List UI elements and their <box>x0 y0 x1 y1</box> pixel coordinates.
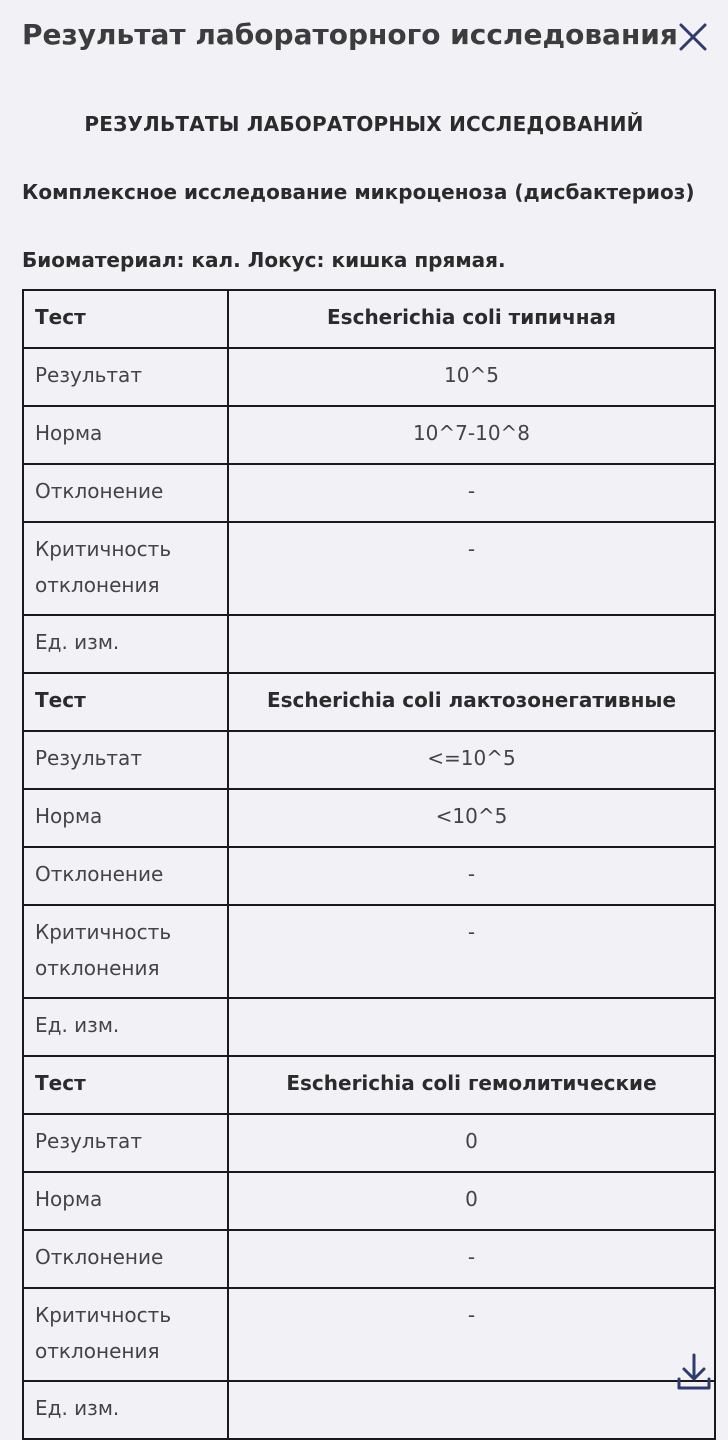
test-label: Тест <box>23 673 228 731</box>
result-label: Результат <box>23 348 228 406</box>
document-heading: РЕЗУЛЬТАТЫ ЛАБОРАТОРНЫХ ИССЛЕДОВАНИЙ <box>84 112 644 136</box>
table-row-criticality <box>23 1288 715 1381</box>
unit-label: Ед. изм. <box>23 998 228 1056</box>
table-row-test <box>23 1056 715 1114</box>
criticality-label <box>23 1288 228 1381</box>
test-name: Escherichia coli типичная <box>228 290 715 348</box>
norm-label: Норма <box>23 406 228 464</box>
test-name: Escherichia coli гемолитические <box>228 1056 715 1114</box>
results-table <box>22 289 716 1440</box>
table-row-criticality <box>23 905 715 998</box>
close-icon <box>674 18 712 56</box>
table-row-result <box>23 348 715 406</box>
unit-label: Ед. изм. <box>23 1381 228 1439</box>
deviation-value: - <box>228 1230 715 1288</box>
unit-value <box>228 1381 715 1439</box>
table-row-criticality <box>23 522 715 615</box>
table-row-unit <box>23 998 715 1056</box>
table-row-norm <box>23 1172 715 1230</box>
criticality-label-line1: Критичность <box>35 1303 172 1327</box>
download-button[interactable] <box>676 1352 712 1392</box>
norm-value: 0 <box>228 1172 715 1230</box>
table-row-test <box>23 673 715 731</box>
result-label: Результат <box>23 1114 228 1172</box>
deviation-value: - <box>228 464 715 522</box>
deviation-value: - <box>228 847 715 905</box>
norm-label: Норма <box>23 789 228 847</box>
deviation-label: Отклонение <box>23 464 228 522</box>
criticality-value: - <box>228 522 715 615</box>
close-button[interactable] <box>674 18 712 56</box>
table-row-result <box>23 1114 715 1172</box>
result-value: 10^5 <box>228 348 715 406</box>
norm-value: 10^7-10^8 <box>228 406 715 464</box>
table-row-deviation <box>23 464 715 522</box>
norm-label: Норма <box>23 1172 228 1230</box>
deviation-label: Отклонение <box>23 1230 228 1288</box>
table-row-norm <box>23 789 715 847</box>
modal-title: Результат лабораторного исследования <box>22 18 678 51</box>
download-icon <box>676 1352 712 1392</box>
unit-label: Ед. изм. <box>23 615 228 673</box>
criticality-label <box>23 905 228 998</box>
criticality-value: - <box>228 905 715 998</box>
criticality-value: - <box>228 1288 715 1381</box>
table-row-norm <box>23 406 715 464</box>
table-row-deviation <box>23 847 715 905</box>
result-value: 0 <box>228 1114 715 1172</box>
unit-value <box>228 998 715 1056</box>
criticality-label-line2: отклонения <box>35 956 160 980</box>
biomaterial-info: Биоматериал: кал. Локус: кишка прямая. <box>22 248 506 272</box>
criticality-label-line2: отклонения <box>35 1339 160 1363</box>
table-row-result <box>23 731 715 789</box>
result-label: Результат <box>23 731 228 789</box>
table-row-unit <box>23 1381 715 1439</box>
result-value: <=10^5 <box>228 731 715 789</box>
deviation-label: Отклонение <box>23 847 228 905</box>
modal-header <box>0 0 728 80</box>
table-row-deviation <box>23 1230 715 1288</box>
criticality-label-line1: Критичность <box>35 920 172 944</box>
results-table-scroll[interactable] <box>22 289 717 1420</box>
unit-value <box>228 615 715 673</box>
criticality-label-line2: отклонения <box>35 573 160 597</box>
table-row-test <box>23 290 715 348</box>
criticality-label <box>23 522 228 615</box>
test-name: Escherichia coli лактозонегативные <box>228 673 715 731</box>
study-name: Комплексное исследование микроценоза (дисбактериоз) <box>22 180 695 204</box>
test-label: Тест <box>23 1056 228 1114</box>
norm-value: <10^5 <box>228 789 715 847</box>
test-label: Тест <box>23 290 228 348</box>
table-row-unit <box>23 615 715 673</box>
criticality-label-line1: Критичность <box>35 537 172 561</box>
